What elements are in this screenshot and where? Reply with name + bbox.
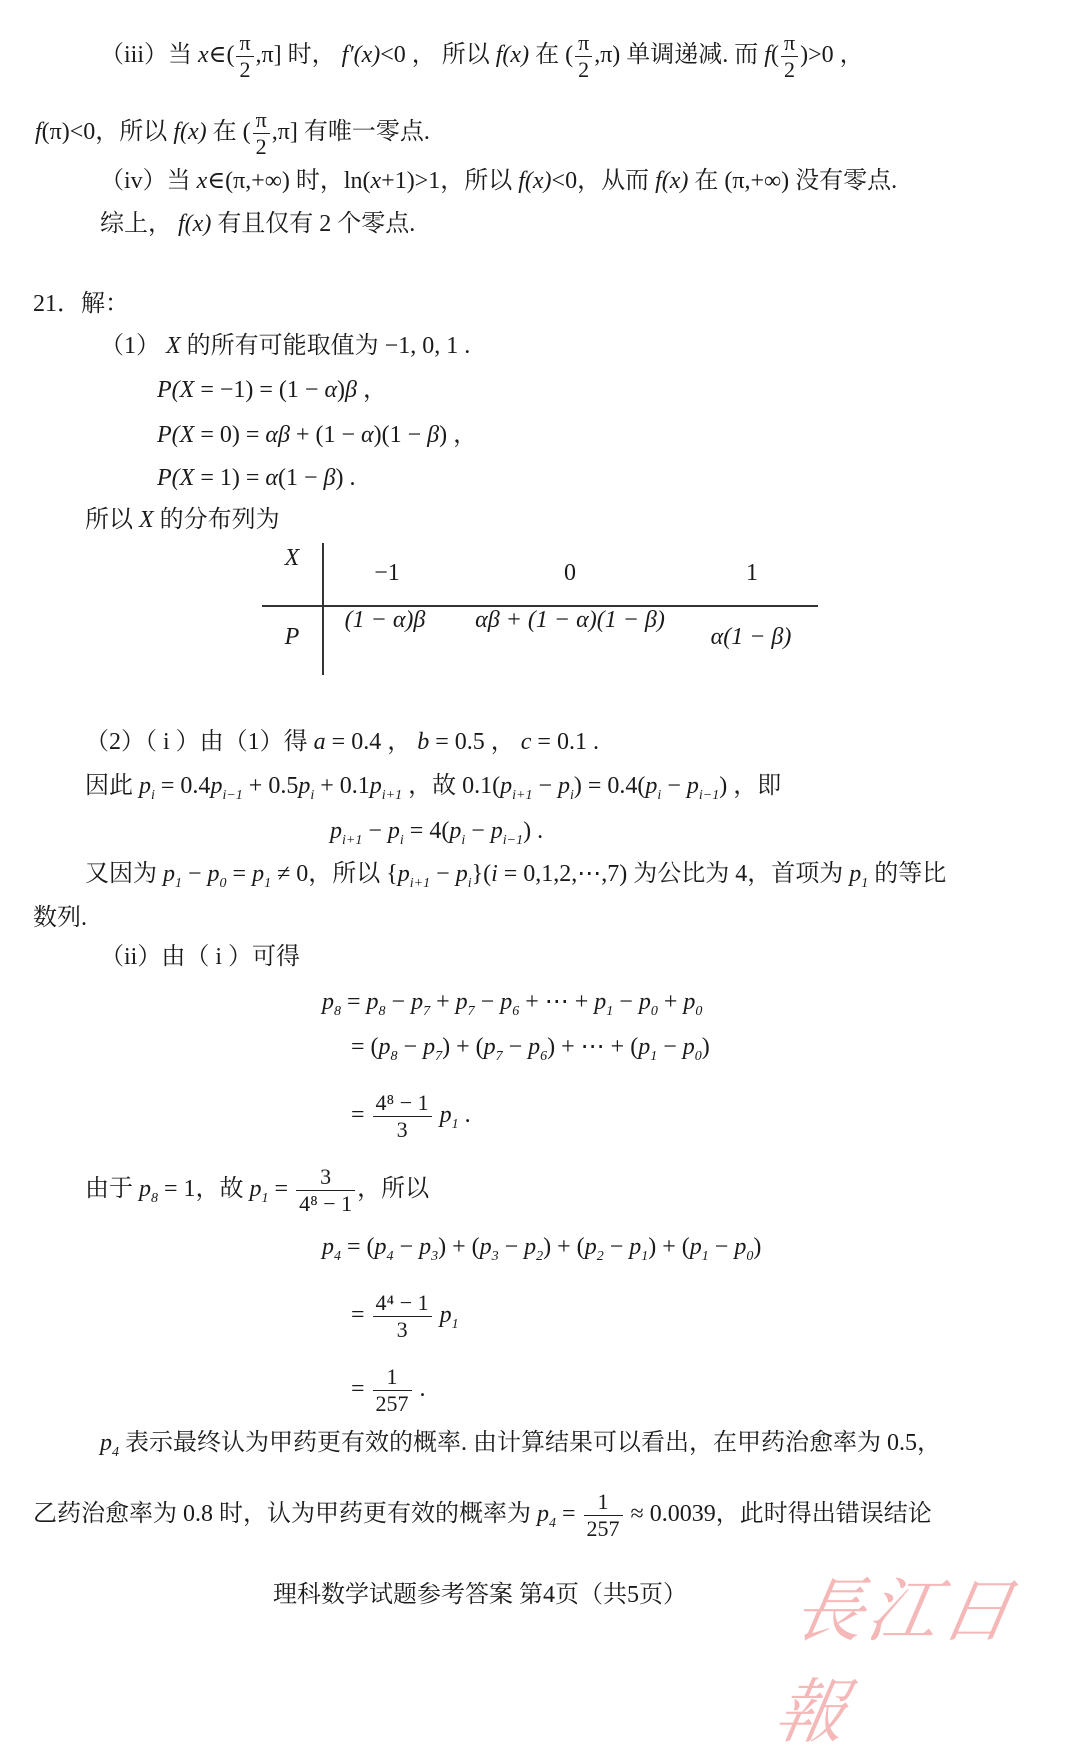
subscript: 4 — [334, 1248, 341, 1264]
math-variable: P(X — [157, 465, 195, 491]
table-row-p: P — [284, 624, 300, 650]
subscript: i+1 — [381, 787, 403, 803]
text-segment: − — [498, 1234, 525, 1260]
subscript: i — [461, 832, 466, 848]
fraction-numerator: 4⁴ − 1 — [373, 1290, 432, 1317]
table-divider-vertical — [322, 543, 324, 675]
fraction-denominator: 257 — [375, 1391, 409, 1416]
subscript: 6 — [512, 1003, 520, 1019]
text-segment: <0，从而 — [551, 168, 656, 194]
text-segment: （ii）由（ i ）可得 — [100, 944, 301, 970]
subscript: i+1 — [342, 832, 363, 848]
text-segment: − — [603, 1234, 630, 1260]
math-variable: a — [313, 729, 326, 755]
text-segment: = ( — [351, 1034, 379, 1060]
math-variable: p — [455, 861, 468, 887]
text-line — [322, 1232, 761, 1272]
text-line — [157, 463, 355, 493]
subscript: i+1 — [409, 875, 431, 891]
text-segment: ,π] 有唯一零点. — [271, 119, 430, 146]
math-variable: b — [417, 729, 430, 755]
math-variable: p — [207, 861, 220, 887]
subscript: 8 — [390, 1048, 398, 1064]
text-line — [351, 1090, 471, 1143]
subscript: i−1 — [698, 787, 720, 803]
subscript: i+1 — [512, 787, 533, 803]
text-segment: )(1 − — [373, 422, 428, 448]
text-line — [100, 30, 864, 83]
math-variable: p — [249, 1176, 262, 1203]
subscript: 4 — [112, 1444, 119, 1460]
subscript: 0 — [219, 875, 227, 891]
fraction-denominator: 257 — [586, 1516, 620, 1541]
math-variable: i — [491, 861, 498, 887]
math-variable: p — [849, 861, 862, 887]
text-line — [330, 816, 543, 856]
math-variable: f′(x) — [341, 42, 381, 69]
math-variable: p — [686, 773, 699, 799]
math-variable: p — [594, 989, 607, 1015]
fraction — [584, 1489, 623, 1542]
math-variable: p — [374, 1234, 387, 1260]
text-segment: )>0 ， — [800, 42, 864, 69]
math-variable: p — [397, 861, 410, 887]
fraction-numerator: π — [253, 107, 270, 134]
text-segment: 在 ( — [529, 42, 574, 69]
text-segment: 的分布列为 — [153, 507, 280, 533]
text-segment: − — [430, 861, 456, 887]
math-variable: p — [689, 1234, 702, 1260]
math-variable: p — [163, 861, 175, 887]
math-variable: p — [439, 1102, 452, 1129]
math-variable: p — [638, 989, 651, 1015]
math-variable: p — [139, 1176, 151, 1203]
fraction-numerator: 1 — [584, 1489, 623, 1516]
text-segment: − — [397, 1034, 424, 1060]
text-line — [85, 727, 599, 757]
text-segment: + 0.1 — [314, 773, 370, 799]
fraction-numerator: π — [575, 30, 592, 57]
math-variable: f(x) — [178, 211, 212, 237]
text-segment: 乙药治愈率为 0.8 时，认为甲药更有效的概率为 — [33, 1501, 537, 1528]
text-segment: . — [458, 1102, 471, 1129]
text-segment: − — [385, 989, 412, 1015]
math-variable: p — [449, 818, 462, 844]
fraction-denominator: 2 — [578, 57, 590, 82]
page-footer: 理科数学试题参考答案 第4页（共5页） — [273, 1582, 687, 1608]
text-segment: + (1 − — [289, 422, 361, 448]
fraction-numerator: 1 — [373, 1364, 412, 1391]
subscript: 1 — [264, 875, 272, 891]
text-segment: − — [182, 861, 208, 887]
math-variable: α — [324, 377, 338, 403]
newspaper-watermark-logo: 長江日報 — [768, 1570, 1024, 1753]
text-line — [351, 1032, 710, 1072]
text-segment: 在 (π,+∞) 没有零点. — [688, 168, 898, 194]
text-segment: 数列. — [33, 905, 87, 931]
text-segment: − — [708, 1234, 735, 1260]
text-segment: ) + ( — [543, 1234, 585, 1260]
text-segment: ， — [357, 377, 387, 403]
subscript: 0 — [694, 1048, 702, 1064]
fraction — [373, 1290, 432, 1343]
math-variable: X — [139, 507, 154, 533]
subscript: 7 — [435, 1048, 443, 1064]
text-line — [85, 1164, 429, 1217]
math-variable: p — [411, 989, 424, 1015]
subscript: i — [399, 832, 404, 848]
subscript: 7 — [467, 1003, 475, 1019]
fraction-denominator: 2 — [239, 57, 251, 82]
text-segment: = ( — [341, 1234, 375, 1260]
subscript: 3 — [431, 1248, 439, 1264]
fraction — [296, 1164, 355, 1217]
text-segment: = — [556, 1501, 582, 1528]
text-line — [157, 420, 477, 450]
text-line — [33, 289, 129, 319]
subscript: 1 — [261, 1190, 269, 1206]
text-segment: + ⋯ + — [519, 989, 595, 1015]
math-variable: f — [764, 42, 771, 69]
text-line — [322, 987, 702, 1027]
subscript: 3 — [491, 1248, 499, 1264]
text-segment: ,π] 时， — [255, 42, 342, 69]
math-variable: p — [528, 1034, 541, 1060]
subscript: i — [467, 875, 472, 891]
text-segment: (π)<0，所以 — [41, 119, 174, 146]
math-variable: f — [35, 119, 42, 146]
subscript: i−1 — [222, 787, 243, 803]
text-line — [85, 859, 946, 899]
math-variable: P(X — [157, 422, 195, 448]
math-variable: p — [419, 1234, 432, 1260]
text-line — [100, 942, 300, 972]
text-segment: ) — [753, 1234, 762, 1260]
text-segment: = 1) = — [194, 465, 266, 491]
table-cell: αβ + (1 − α)(1 − β) — [475, 607, 665, 633]
subscript: 1 — [175, 875, 182, 891]
text-segment: 的等比 — [868, 861, 947, 887]
text-segment: − — [532, 773, 558, 799]
text-line — [85, 771, 781, 811]
text-segment: ∈(π,+∞) 时，ln( — [207, 168, 371, 194]
subscript: i — [151, 787, 155, 803]
text-segment: − — [613, 989, 639, 1015]
text-segment: 的所有可能取值为 −1, 0, 1 . — [180, 333, 471, 359]
math-variable: p — [537, 1501, 549, 1528]
subscript: 0 — [695, 1003, 703, 1019]
text-segment: ∈( — [208, 42, 235, 69]
text-segment: + 0.5 — [242, 773, 299, 799]
math-variable: c — [520, 729, 532, 755]
text-segment: ) — [701, 1034, 710, 1060]
subscript: 7 — [423, 1003, 431, 1019]
text-segment: − — [362, 818, 388, 844]
text-segment: （1） — [100, 333, 166, 359]
subscript: i — [657, 787, 662, 803]
text-segment: ( — [770, 42, 779, 69]
subscript: 2 — [596, 1248, 604, 1264]
text-segment: = 0,1,2,⋯,7) 为公比为 4，首项为 — [497, 861, 850, 887]
math-variable: p — [524, 1234, 537, 1260]
text-segment: − — [661, 773, 687, 799]
text-line — [100, 209, 415, 239]
math-variable: p — [645, 773, 658, 799]
math-variable: p — [483, 1034, 496, 1060]
text-segment: ，故 0.1( — [402, 773, 501, 799]
math-variable: p — [500, 989, 513, 1015]
text-segment: （iv）当 — [100, 168, 197, 194]
text-segment: ) ， — [439, 422, 478, 448]
text-segment: 所以 — [85, 507, 139, 533]
text-segment: = — [226, 861, 253, 887]
text-segment: ) ，即 — [719, 773, 782, 799]
subscript: 0 — [650, 1003, 658, 1019]
text-segment: = 4( — [403, 818, 450, 844]
fraction — [781, 30, 798, 83]
text-line — [351, 1364, 426, 1417]
text-segment: ) + ( — [438, 1234, 480, 1260]
fraction-numerator: 4⁸ − 1 — [373, 1090, 432, 1117]
fraction-denominator: 4⁸ − 1 — [299, 1191, 353, 1216]
math-variable: X — [166, 333, 181, 359]
table-header-cell: 0 — [564, 560, 576, 586]
math-variable: αβ — [265, 422, 290, 448]
text-line — [100, 1428, 941, 1468]
text-segment: ) + ( — [648, 1234, 690, 1260]
fraction-denominator: 3 — [396, 1117, 408, 1142]
text-segment: = 1，故 — [158, 1176, 250, 1203]
math-variable: p — [479, 1234, 492, 1260]
text-segment: 21．解： — [33, 291, 129, 317]
math-variable: p — [322, 989, 334, 1015]
text-segment: = 0.4 ， — [325, 729, 418, 755]
text-segment: 又因为 — [85, 861, 163, 887]
math-variable: p — [558, 773, 570, 799]
math-variable: p — [139, 773, 151, 799]
math-variable: α — [265, 465, 278, 491]
math-variable: f(x) — [173, 119, 207, 146]
fraction — [236, 30, 253, 83]
text-segment: + — [430, 989, 456, 1015]
text-segment: 由于 — [85, 1176, 139, 1203]
text-segment: 有且仅有 2 个零点. — [211, 211, 416, 237]
math-variable: f(x) — [655, 168, 689, 194]
subscript: 1 — [451, 1316, 459, 1332]
text-line — [351, 1290, 459, 1343]
table-header-cell: −1 — [374, 560, 400, 586]
subscript: 6 — [540, 1048, 548, 1064]
subscript: 1 — [606, 1003, 614, 1019]
fraction — [373, 1364, 412, 1417]
subscript: 8 — [334, 1003, 341, 1019]
text-segment: ) — [337, 377, 346, 403]
text-segment: ) + ( — [442, 1034, 484, 1060]
subscript: 2 — [536, 1248, 544, 1264]
text-line — [157, 375, 387, 405]
subscript: i−1 — [502, 832, 524, 848]
math-variable: x — [198, 42, 209, 69]
text-line — [100, 166, 897, 196]
text-segment: ) . — [335, 465, 356, 491]
math-variable: β — [345, 377, 357, 403]
text-segment: ，所以 — [357, 1176, 430, 1203]
fraction-numerator: π — [236, 30, 253, 57]
math-variable: p — [100, 1430, 112, 1456]
text-segment: （iii）当 — [100, 42, 199, 69]
subscript: 8 — [378, 1003, 386, 1019]
text-segment: 综上， — [100, 211, 178, 237]
text-segment: = 0.1 . — [531, 729, 599, 755]
subscript: 1 — [861, 875, 869, 891]
text-segment: = 0.4 — [154, 773, 211, 799]
math-variable: p — [500, 773, 513, 799]
math-variable: x — [196, 168, 208, 194]
math-variable: p — [387, 818, 400, 844]
text-segment: = — [268, 1176, 295, 1203]
text-line — [100, 331, 470, 361]
math-variable: x — [370, 168, 382, 194]
math-variable: p — [252, 861, 265, 887]
math-variable: p — [734, 1234, 747, 1260]
math-variable: β — [323, 465, 336, 491]
text-segment: + — [657, 989, 684, 1015]
math-variable: p — [683, 989, 696, 1015]
text-segment: − — [465, 818, 491, 844]
text-line — [35, 107, 430, 160]
math-variable: p — [439, 1302, 452, 1329]
text-segment: ≈ 0.0039，此时得出错误结论 — [624, 1501, 932, 1528]
subscript: 4 — [549, 1515, 556, 1531]
fraction — [373, 1090, 432, 1143]
subscript: i — [310, 787, 315, 803]
subscript: 7 — [495, 1048, 503, 1064]
text-segment: 在 ( — [206, 119, 251, 146]
fraction-denominator: 3 — [396, 1317, 408, 1342]
math-variable: p — [629, 1234, 642, 1260]
fraction-numerator: 3 — [296, 1164, 355, 1191]
math-variable: p — [455, 989, 468, 1015]
math-variable: p — [369, 773, 382, 799]
fraction-denominator: 2 — [784, 57, 796, 82]
text-line — [33, 1489, 932, 1542]
fraction-denominator: 2 — [255, 134, 267, 159]
math-variable: p — [490, 818, 503, 844]
text-line — [33, 903, 87, 933]
math-variable: P(X — [157, 377, 195, 403]
text-segment: 表示最终认为甲药更有效的概率. 由计算结果可以看出，在甲药治愈率为 0.5， — [119, 1430, 941, 1456]
text-segment: (1 − — [277, 465, 324, 491]
text-segment: }( — [471, 861, 492, 887]
math-variable: p — [682, 1034, 695, 1060]
text-segment: = — [351, 1302, 371, 1329]
math-variable: p — [366, 989, 379, 1015]
text-segment: = — [351, 1102, 371, 1129]
subscript: 4 — [386, 1248, 394, 1264]
text-line — [85, 505, 280, 535]
fraction — [253, 107, 270, 160]
text-segment: − — [474, 989, 501, 1015]
math-variable: p — [322, 1234, 334, 1260]
math-variable: p — [378, 1034, 391, 1060]
subscript: 1 — [701, 1248, 709, 1264]
math-variable: p — [584, 1234, 597, 1260]
text-segment: = 0) = — [194, 422, 266, 448]
fraction — [575, 30, 592, 83]
text-segment: +1)>1，所以 — [381, 168, 519, 194]
math-variable: α — [361, 422, 374, 448]
math-variable: p — [638, 1034, 651, 1060]
math-variable: p — [423, 1034, 436, 1060]
table-header-cell: 1 — [746, 560, 758, 586]
text-segment: . — [413, 1376, 426, 1403]
text-segment: 因此 — [85, 773, 139, 799]
subscript: 8 — [151, 1190, 158, 1206]
text-segment: − — [393, 1234, 420, 1260]
text-segment: ,π) 单调递减. 而 — [594, 42, 765, 69]
subscript: i — [570, 787, 574, 803]
table-header-x: X — [284, 545, 300, 571]
text-segment: = −1) = (1 − — [194, 377, 325, 403]
text-segment: = 0.5 ， — [429, 729, 521, 755]
math-variable: p — [298, 773, 311, 799]
fraction-numerator: π — [781, 30, 798, 57]
text-segment: − — [657, 1034, 683, 1060]
text-segment: = — [341, 989, 367, 1015]
subscript: 0 — [746, 1248, 754, 1264]
table-cell: α(1 − β) — [710, 624, 792, 650]
subscript: 1 — [650, 1048, 658, 1064]
subscript: 1 — [451, 1116, 459, 1132]
math-variable: f(x) — [518, 168, 552, 194]
text-segment: （2）（ i ）由（1）得 — [85, 729, 314, 755]
math-variable: p — [330, 818, 342, 844]
text-segment: <0 ， 所以 — [380, 42, 496, 69]
text-segment: ) . — [523, 818, 544, 844]
text-segment: ) = 0.4( — [573, 773, 646, 799]
subscript: 1 — [641, 1248, 649, 1264]
text-segment: ≠ 0，所以 { — [271, 861, 398, 887]
text-segment: = — [351, 1376, 371, 1403]
text-segment: − — [502, 1034, 529, 1060]
table-cell: (1 − α)β — [344, 607, 426, 633]
math-variable: p — [210, 773, 223, 799]
math-variable: f(x) — [495, 42, 530, 69]
text-segment: ) + ⋯ + ( — [547, 1034, 639, 1060]
math-variable: β — [427, 422, 440, 448]
